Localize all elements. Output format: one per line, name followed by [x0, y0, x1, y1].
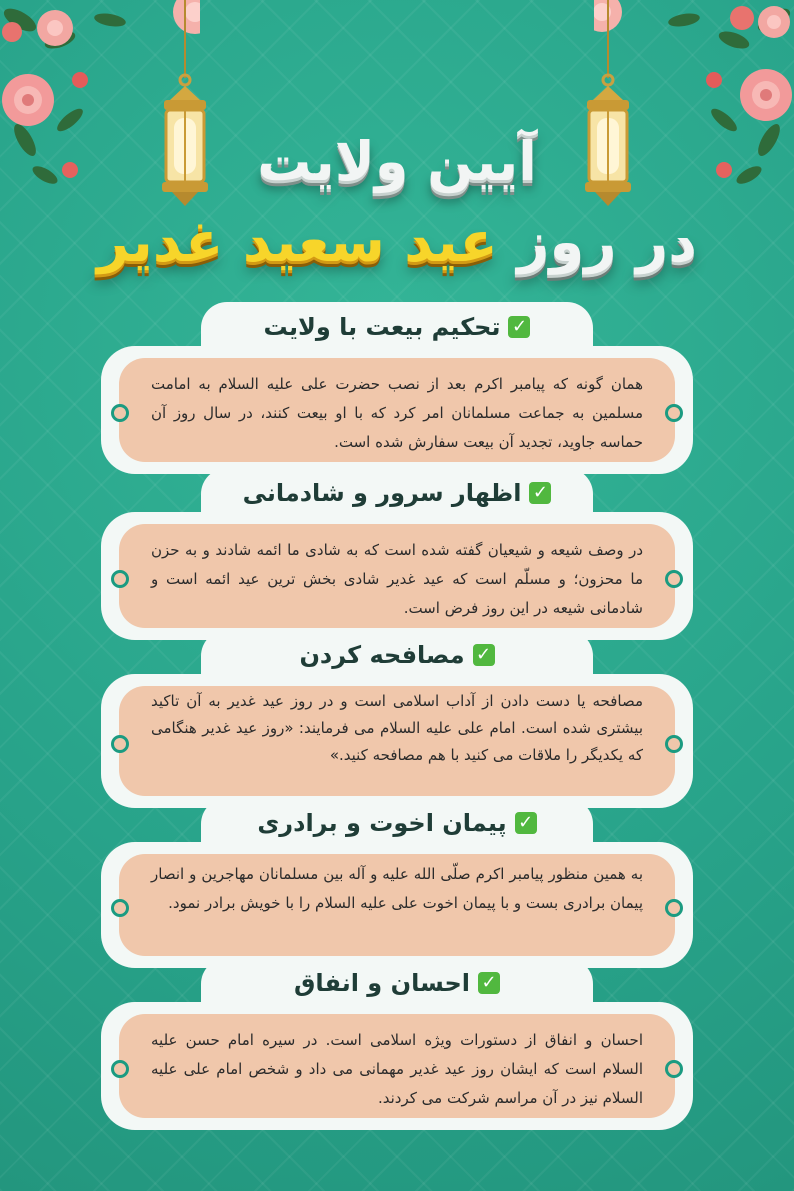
section-text: همان گونه که پیامبر اکرم بعد از نصب حضرت علی علیه السلام به امامت مسلمین به جماعت مسلمانان امر کرد که با او بیعت کنند، در سال روز آن حماسه جاوید، تجدید آن بیعت سفارش شده است. [151, 375, 643, 451]
card-dot-left [111, 1060, 129, 1078]
section-heading-label: تحکیم بیعت با ولایت [263, 313, 501, 341]
subtitle-highlight: عید سعید غدیر [96, 210, 498, 275]
section-heading [201, 302, 593, 352]
section-heading [201, 630, 593, 680]
section-card [101, 346, 693, 474]
check-mark-icon: ✓ [529, 482, 551, 504]
check-mark-icon: ✓ [515, 812, 537, 834]
section-heading [201, 958, 593, 1008]
card-dot-right [665, 1060, 683, 1078]
page-title: آیین ولایت [257, 130, 537, 193]
card-dot-left [111, 570, 129, 588]
section-heading-label: پیمان اخوت و برادری [257, 809, 507, 837]
check-mark-icon: ✓ [473, 644, 495, 666]
section-card [101, 1002, 693, 1130]
section-text: احسان و انفاق از دستورات ویژه اسلامی است. در سیره امام حسن علیه السلام است که ایشان روز عید غدیر مهمانی می داد و شخص امام علی علیه السلام نیز در آن مراسم شرکت می کردند. [151, 1031, 643, 1107]
section-text: در وصف شیعه و شیعیان گفته شده است که به شادی ما ائمه شادند و به حزن ما محزون؛ و مسلّم است که عید غدیر شادی بخش ترین عید ائمه است و شادمانی شیعه در این روز فرض است. [151, 541, 643, 617]
section-card [101, 674, 693, 808]
card-dot-left [111, 735, 129, 753]
subtitle-prefix: در روز [517, 210, 698, 275]
section-heading [201, 798, 593, 848]
section-heading [201, 468, 593, 518]
card-dot-right [665, 570, 683, 588]
section-text: مصافحه یا دست دادن از آداب اسلامی است و در روز عید غدیر به آن تاکید بیشتری شده است. امام علی علیه السلام می فرمایند: «روز عید غدیر هنگامی که یکدیگر را ملاقات می کنید با هم مصافحه کنید.» [151, 692, 643, 764]
check-mark-icon: ✓ [508, 316, 530, 338]
section-heading-label: اظهار سرور و شادمانی [242, 479, 522, 507]
card-dot-right [665, 735, 683, 753]
card-dot-right [665, 899, 683, 917]
check-mark-icon: ✓ [478, 972, 500, 994]
card-dot-right [665, 404, 683, 422]
card-dot-left [111, 404, 129, 422]
section-card [101, 512, 693, 640]
page-subtitle [0, 210, 794, 275]
section-card [101, 842, 693, 968]
section-heading-label: مصافحه کردن [299, 641, 465, 669]
section-text: به همین منظور پیامبر اکرم صلّی الله علیه و آله بین مسلمانان مهاجرین و انصار پیمان برادری بست و با پیمان اخوت علی علیه السلام را با خویش برادر نمود. [151, 865, 643, 912]
section-heading-label: احسان و انفاق [293, 969, 471, 997]
card-dot-left [111, 899, 129, 917]
